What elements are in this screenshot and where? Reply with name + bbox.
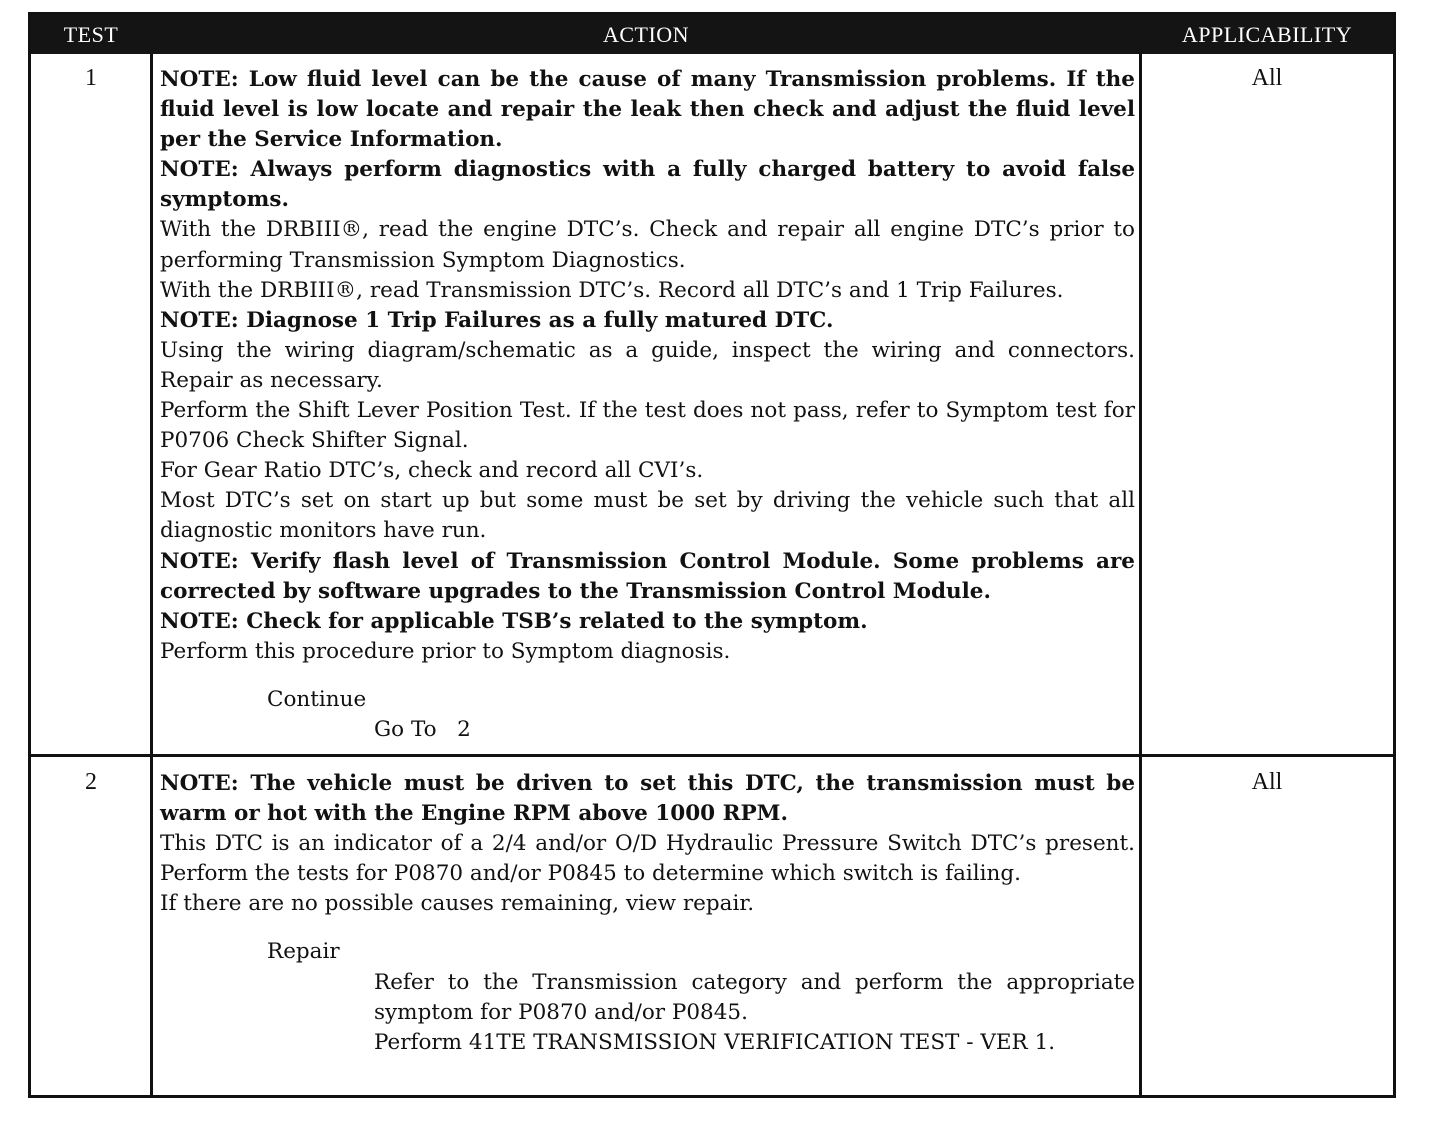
row-divider (31, 754, 1393, 757)
instruction-text: Perform the Shift Lever Position Test. If the test does not pass, refer to Symptom test for P0706 Check Shifter Signal. (160, 398, 1135, 454)
instruction-text: This DTC is an indicator of a 2/4 and/or O/D Hydraulic Pressure Switch DTC’s present. Perform the tests for P0870 and/or P0845 to determine which switch is failing. (160, 831, 1135, 887)
repair-text: Perform 41TE TRANSMISSION VERIFICATION TEST - VER 1. (374, 1029, 1056, 1055)
instruction-text: Most DTC’s set on start up but some must be set by driving the vehicle such that all diagnostic monitors have run. (160, 488, 1135, 544)
header-applicability: APPLICABILITY (1181, 22, 1353, 47)
header-action: ACTION (602, 22, 690, 47)
note-text: NOTE: Verify flash level of Transmission Control Module. Some problems are corrected by software upgrades to the Transmission Control Module. (160, 548, 1135, 604)
instruction-text: Using the wiring diagram/schematic as a guide, inspect the wiring and connectors. Repair as necessary. (160, 337, 1135, 393)
instruction-text: With the DRBIII®, read the engine DTC’s. Check and repair all engine DTC’s prior to performing Transmission Symptom Diagnostics. (160, 217, 1135, 273)
column-divider (1139, 54, 1142, 1095)
note-text: NOTE: Check for applicable TSB’s related to the symptom. (160, 608, 868, 634)
result-label: Continue (267, 686, 367, 712)
instruction-text: With the DRBIII®, read Transmission DTC’s. Record all DTC’s and 1 Trip Failures. (160, 277, 1064, 303)
instruction-text: For Gear Ratio DTC’s, check and record all CVI’s. (160, 458, 704, 484)
goto-text: Go To 2 (374, 716, 471, 742)
test-number: 2 (85, 769, 97, 795)
applicability-cell: All (1251, 65, 1283, 91)
table-header (31, 15, 1393, 54)
action-cell (160, 65, 1135, 745)
repair-text: Refer to the Transmission category and perform the appropriate symptom for P0870 and/or P0845. (374, 969, 1135, 1025)
note-text: NOTE: Low fluid level can be the cause of many Transmission problems. If the fluid level is low locate and repair the leak then check and adjust the fluid level per the Service Information. (160, 67, 1135, 153)
instruction-text: Perform this procedure prior to Symptom diagnosis. (160, 638, 731, 664)
result-label: Repair (267, 939, 340, 965)
diagnostic-table (28, 12, 1396, 1098)
applicability-cell: All (1251, 769, 1283, 795)
test-number: 1 (85, 65, 97, 91)
note-text: NOTE: Always perform diagnostics with a fully charged battery to avoid false symptoms. (160, 157, 1135, 213)
header-test: TEST (63, 22, 119, 47)
note-text: NOTE: Diagnose 1 Trip Failures as a fully matured DTC. (160, 307, 834, 333)
note-text: NOTE: The vehicle must be driven to set this DTC, the transmission must be warm or hot with the Engine RPM above 1000 RPM. (160, 771, 1135, 827)
action-cell (160, 769, 1135, 1058)
column-divider (150, 54, 153, 1095)
instruction-text: If there are no possible causes remaining, view repair. (160, 891, 755, 917)
